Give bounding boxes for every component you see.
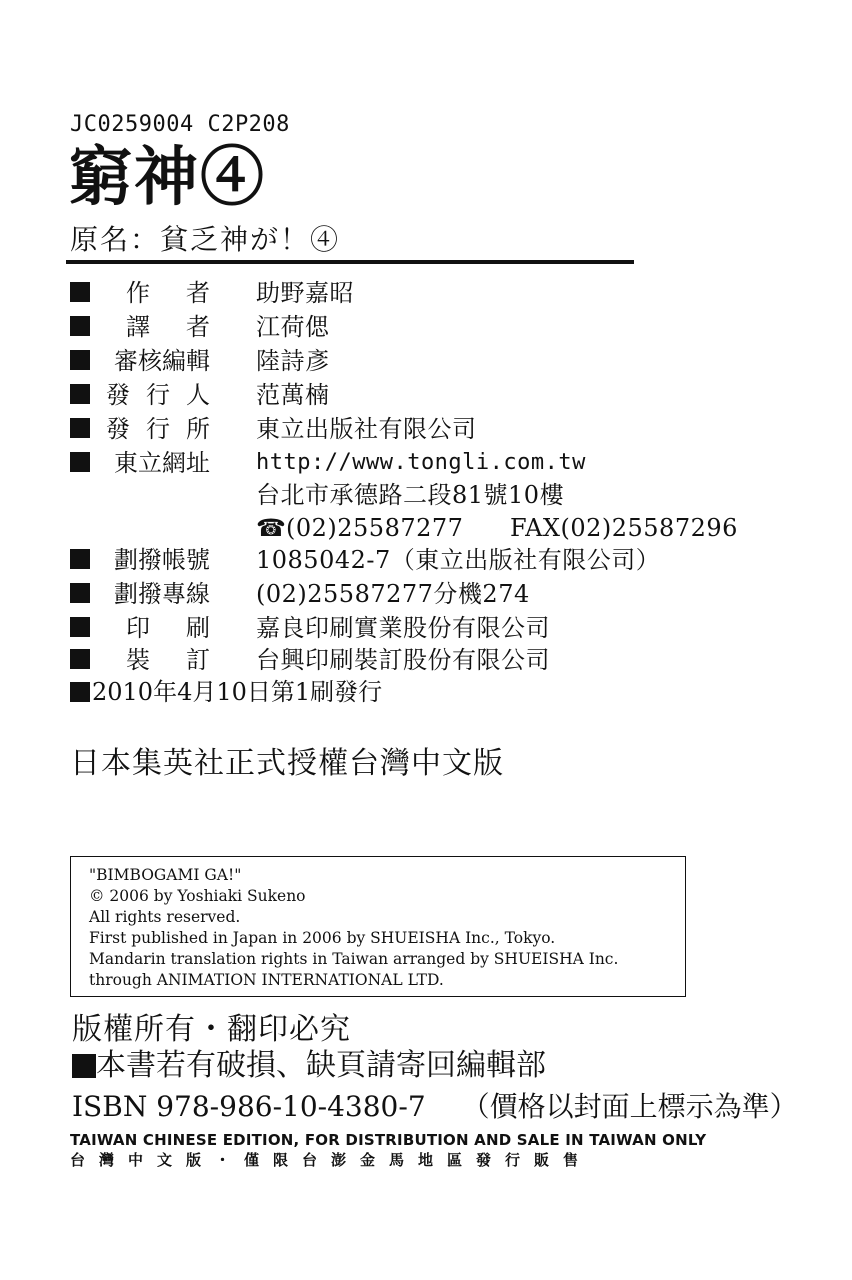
credit-label	[70, 344, 210, 378]
credit-label	[70, 611, 210, 645]
publish-date-text: 2010年4月10日第1刷發行	[92, 678, 383, 706]
credit-label	[70, 310, 210, 344]
credit-value	[256, 478, 564, 512]
credit-value	[256, 378, 330, 412]
damage-notice-text: 本書若有破損、缺頁請寄回編輯部	[96, 1048, 546, 1083]
credit-label-char: 作	[126, 279, 150, 307]
damage-notice	[72, 1046, 546, 1086]
copyright-line: Mandarin translation rights in Taiwan arranged by SHUEISHA Inc.	[89, 950, 619, 968]
credit-value-text: 台北市承德路二段81號10樓	[256, 481, 565, 509]
price-note: （價格以封面上標示為準）	[461, 1090, 798, 1123]
credit-label	[70, 543, 210, 577]
copyright-lines	[89, 865, 618, 991]
copyright-line: First published in Japan in 2006 by SHUEISHA Inc., Tokyo.	[89, 929, 556, 947]
credit-value-text: 台興印刷裝訂股份有限公司	[256, 646, 550, 674]
black-square-bullet	[70, 384, 90, 404]
copyright-line: through ANIMATION INTERNATIONAL LTD.	[89, 971, 444, 989]
original-title: 原名：貧乏神が！④	[70, 223, 341, 256]
credit-label-char: 刷	[186, 614, 210, 642]
edition-notice-en: TAIWAN CHINESE EDITION, FOR DISTRIBUTION AND SALE IN TAIWAN ONLY	[70, 1131, 707, 1149]
credit-label-char: 行	[146, 381, 170, 409]
title-divider	[66, 260, 634, 264]
product-code: JC0259004 C2P208	[70, 112, 290, 137]
isbn: ISBN 978-986-10-4380-7	[72, 1090, 426, 1123]
black-square-bullet	[70, 649, 90, 669]
credit-label-char: 所	[186, 415, 210, 443]
black-square-bullet	[70, 549, 90, 569]
credit-value	[256, 577, 530, 611]
edition-notice-cn: 台灣中文版・僅限台澎金馬地區發行販售	[70, 1151, 593, 1169]
credit-label-char: 行	[146, 415, 170, 443]
authorization-statement: 日本集英社正式授權台灣中文版	[70, 746, 504, 781]
credit-label	[70, 276, 210, 310]
credit-label	[70, 577, 210, 611]
black-square-bullet	[70, 617, 90, 637]
credit-value-text: 范萬楠	[256, 381, 330, 409]
credit-label-char: 訂	[186, 646, 210, 674]
copyright-line: All rights reserved.	[89, 908, 241, 926]
credit-value	[256, 344, 330, 378]
credit-value-text: 嘉良印刷實業股份有限公司	[256, 614, 550, 642]
isbn-line	[72, 1088, 798, 1126]
telephone-icon: ☎	[256, 514, 287, 542]
credit-label	[70, 446, 210, 480]
credit-value	[256, 276, 354, 310]
credit-label-char: 東立網址	[114, 449, 210, 477]
credit-value	[256, 511, 738, 545]
credit-label	[70, 412, 210, 446]
credit-label	[70, 378, 210, 412]
credit-label-char: 人	[186, 381, 210, 409]
black-square-bullet	[72, 1054, 96, 1078]
publish-date	[70, 675, 382, 709]
credit-label-char: 裝	[126, 646, 150, 674]
black-square-bullet	[70, 583, 90, 603]
copyright-line: © 2006 by Yoshiaki Sukeno	[89, 887, 306, 905]
credit-label-char: 者	[186, 279, 210, 307]
credit-value	[256, 412, 477, 446]
credit-label-char: 審核編輯	[114, 347, 210, 375]
credit-value	[256, 446, 586, 480]
credit-value	[256, 310, 330, 344]
copyright-box	[70, 856, 686, 997]
credit-value-text: http://www.tongli.com.tw	[256, 450, 586, 475]
credit-label-char: 譯	[126, 313, 150, 341]
credit-value-text: 陸詩彥	[256, 347, 330, 375]
black-square-bullet	[70, 418, 90, 438]
black-square-bullet	[70, 316, 90, 336]
credit-label-char: 發	[106, 415, 130, 443]
credit-value-text: 1085042-7（東立出版社有限公司）	[256, 546, 661, 574]
copyright-line: "BIMBOGAMI GA!"	[89, 866, 242, 884]
credit-label-char: 劃撥帳號	[114, 546, 210, 574]
credit-label-char: 印	[126, 614, 150, 642]
black-square-bullet	[70, 282, 90, 302]
credit-value	[256, 611, 550, 645]
credit-label-char: 劃撥專線	[114, 580, 210, 608]
credit-label	[70, 643, 210, 677]
credit-value	[256, 543, 660, 577]
rights-notice: 版權所有・翻印必究	[72, 1012, 351, 1047]
black-square-bullet	[70, 682, 90, 702]
book-title: 窮神④	[68, 140, 266, 215]
credit-value-text: 助野嘉昭	[256, 279, 354, 307]
black-square-bullet	[70, 350, 90, 370]
credit-value	[256, 643, 550, 677]
fax-number: FAX(02)25587296	[510, 514, 738, 542]
credit-label-char: 者	[186, 313, 210, 341]
phone-number: (02)25587277	[286, 514, 464, 542]
credit-value-text: 江荷偲	[256, 313, 330, 341]
credit-value-text: 東立出版社有限公司	[256, 415, 477, 443]
black-square-bullet	[70, 452, 90, 472]
credit-label-char: 發	[106, 381, 130, 409]
credit-value-text: (02)25587277分機274	[256, 580, 530, 608]
